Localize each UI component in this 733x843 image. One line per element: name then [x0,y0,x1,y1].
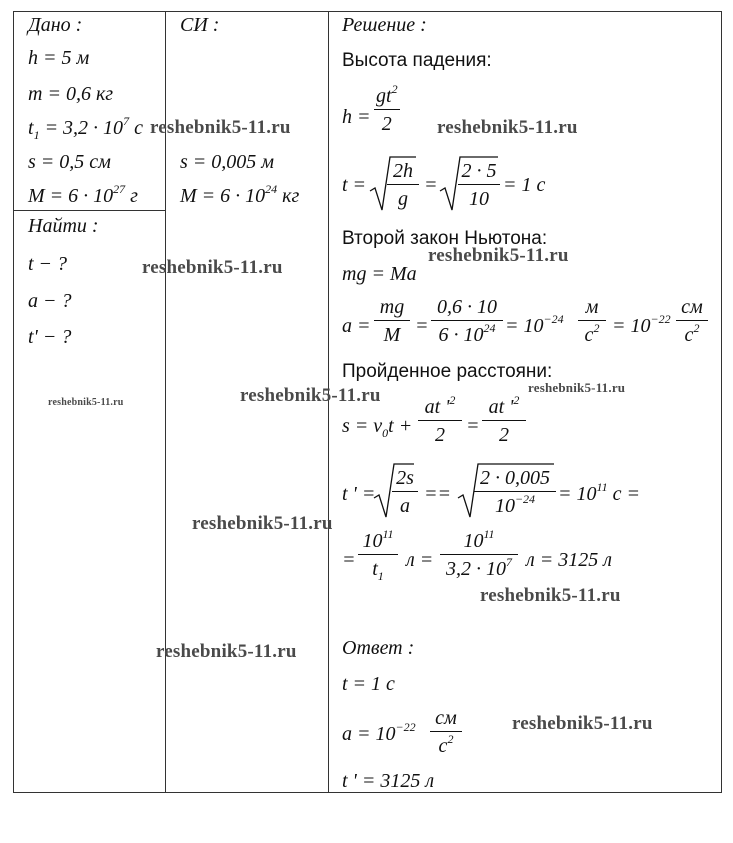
eq-yr-num-2 [440,527,518,554]
eq-s-num-1-text: at ' [424,396,450,418]
label-newton: Второй закон Ньютона: [342,228,548,249]
eq-h-num-text: gt [376,85,392,107]
si-s: s = 0,005 м [180,151,275,173]
eq-a-den-2-text: 6 · 10 [438,324,484,346]
eq-a-lhs: a = [342,315,371,337]
eq-a-eq-1: = [415,315,429,337]
eq-a-pow-1: = 10 [505,315,544,337]
answer-a-unit [430,708,462,756]
eq-s-lhs-text: s = v [342,415,383,437]
eq-yr-unit-1: л = [406,549,434,571]
eq-a-exp-2: −22 [650,312,671,326]
eq-h-fraction [374,82,400,135]
watermark: reshebnik5-11.ru [48,397,124,408]
watermark: reshebnik5-11.ru [428,245,569,266]
eq-mg: mg = Ma [342,263,417,285]
given-find-divider [13,210,165,211]
eq-t-num-1: 2h [393,160,413,182]
answer-a-unit-num: см [435,707,457,729]
eq-s-num-1-exp: 2 [449,393,456,407]
eq-a-unit-2-den [676,320,708,345]
given-h: h = 5 м [28,47,90,69]
watermark: reshebnik5-11.ru [156,641,297,662]
eq-s-lhs [342,415,413,440]
eq-tp-result [558,480,640,505]
eq-tp-lhs: t ' = [342,483,376,505]
eq-a-unit-1-num: м [585,296,599,318]
eq-h-lhs: h = [342,106,371,128]
answer-a [342,720,416,745]
given-t1-exponent: 7 [123,114,130,128]
eq-yr-fraction-2 [440,527,518,580]
eq-h-numerator [374,82,400,109]
eq-a-unit-2-den-text: с [684,324,694,346]
label-distance: Пройденное расстояни: [342,361,553,382]
eq-yr-num-1 [358,527,398,554]
label-fall-height: Высота падения: [342,50,492,71]
answer-a-unit-den-text: с [438,735,448,757]
header-solution: Решение : [342,14,427,36]
watermark: reshebnik5-11.ru [437,117,578,138]
eq-a-pow-2: = 10 [612,315,651,337]
eq-yr-num-1-text: 10 [362,530,383,552]
eq-tp-result-text: = 10 [558,483,597,505]
eq-s-den-1: 2 [418,420,462,445]
eq-s-num-2-text: at ' [488,396,514,418]
eq-yr-den-1-sub: 1 [377,569,384,583]
find-t: t − ? [28,253,68,275]
given-t1-value: = 3,2 · 10 [39,117,124,139]
si-M-value: M = 6 · 10 [180,185,266,207]
eq-t-num-2: 2 · 5 [461,160,497,182]
watermark: reshebnik5-11.ru [142,257,283,278]
given-M-unit: г [125,185,138,207]
eq-yr-den-1-text: t [372,558,378,580]
given-t1-symbol: t [28,117,34,139]
eq-tp-den-2-exp: −24 [514,492,536,506]
given-t1-unit: с [129,117,143,139]
eq-a-fraction-2 [431,297,503,345]
given-t1-subscript: 1 [33,128,40,142]
given-s: s = 0,5 см [28,151,111,173]
find-a: a − ? [28,290,72,312]
si-M-exponent: 24 [265,182,278,196]
eq-t-fraction-2 [458,161,500,209]
watermark: reshebnik5-11.ru [528,380,626,395]
given-M-value: M = 6 · 10 [28,185,114,207]
eq-a-den-2-exp: 24 [483,321,496,335]
eq-a-eq-3 [612,312,671,337]
header-given: Дано : [28,14,83,36]
eq-s-fraction-2 [482,393,526,446]
given-M-exponent: 27 [113,182,126,196]
eq-a-eq-2 [505,312,564,337]
answer-a-text: a = 10 [342,723,396,745]
eq-a-unit-2 [676,297,708,345]
eq-t-den-1: g [387,184,419,209]
eq-s-sub: 0 [382,426,389,440]
eq-tp-den-2-text: 10 [494,495,515,517]
find-t-prime: t' − ? [28,326,72,348]
header-find: Найти : [28,215,99,237]
answer-a-unit-den-exp: 2 [447,732,454,746]
eq-yr-num-2-exp: 11 [483,527,495,541]
eq-s-num-1 [418,393,462,420]
eq-s-num-2-exp: 2 [513,393,520,407]
eq-yr-den-2-exp: 7 [506,555,512,569]
eq-s-mid: t + [388,415,413,437]
eq-a-unit-2-den-exp: 2 [693,321,700,335]
eq-a-num-1: mg [379,296,405,318]
eq-a-unit-2-num: см [681,296,703,318]
eq-a-unit-1-den-text: с [584,324,594,346]
si-M-unit: кг [277,185,300,207]
eq-yr-den-2-text: 3,2 · 10 [446,558,506,580]
eq-a-exp-1: −24 [543,312,564,326]
eq-h-num-exp: 2 [391,82,398,96]
watermark: reshebnik5-11.ru [150,117,291,138]
answer-t: t = 1 с [342,673,395,695]
watermark: reshebnik5-11.ru [240,385,381,406]
header-answer: Ответ : [342,637,415,659]
eq-a-den-2 [431,320,503,345]
eq-t-den-2: 10 [458,184,500,209]
eq-s-den-2: 2 [482,420,526,445]
eq-t-equals: = [424,174,438,196]
eq-tp-result-unit: с = [607,483,640,505]
si-M [180,182,300,207]
eq-t-result: = 1 с [503,174,546,196]
eq-t-lhs: t = [342,174,367,196]
eq-tp-double-equals: == [424,483,451,505]
eq-yr-fraction-1 [358,527,398,583]
eq-a-unit-1 [578,297,606,345]
eq-yr-den-1 [358,554,398,583]
eq-s-num-2 [482,393,526,420]
header-si: СИ : [180,14,220,36]
eq-t-fraction-1 [387,161,419,209]
watermark: reshebnik5-11.ru [192,513,333,534]
eq-s-equals: = [466,415,480,437]
eq-a-num-2: 0,6 · 10 [437,296,497,318]
eq-tp-fraction-2 [474,468,556,516]
eq-a-unit-1-den [578,320,606,345]
answer-a-unit-den [430,731,462,756]
eq-s-fraction-1 [418,393,462,446]
watermark: reshebnik5-11.ru [480,585,621,606]
eq-tp-den-1: a [392,491,418,516]
eq-yr-equals: = [342,549,356,571]
eq-tp-fraction-1 [392,468,418,516]
eq-yr-result: л = 3125 л [526,549,612,571]
eq-tp-den-2 [474,491,556,516]
eq-a-den-1: M [374,320,410,345]
eq-tp-result-exp: 11 [596,480,608,494]
eq-h-denominator: 2 [374,109,400,134]
eq-tp-num-2: 2 · 0,005 [480,467,550,489]
eq-a-fraction-1 [374,297,410,345]
eq-a-unit-1-den-exp: 2 [593,321,600,335]
eq-yr-den-2 [440,554,518,579]
given-m: m = 0,6 кг [28,83,114,105]
eq-tp-num-1: 2s [396,467,414,489]
given-t1 [28,114,143,142]
answer-t-prime: t ' = 3125 л [342,770,435,792]
answer-a-exp: −22 [395,720,416,734]
eq-yr-num-1-exp: 11 [382,527,394,541]
watermark: reshebnik5-11.ru [512,713,653,734]
given-M [28,182,138,207]
eq-yr-num-2-text: 10 [463,530,484,552]
